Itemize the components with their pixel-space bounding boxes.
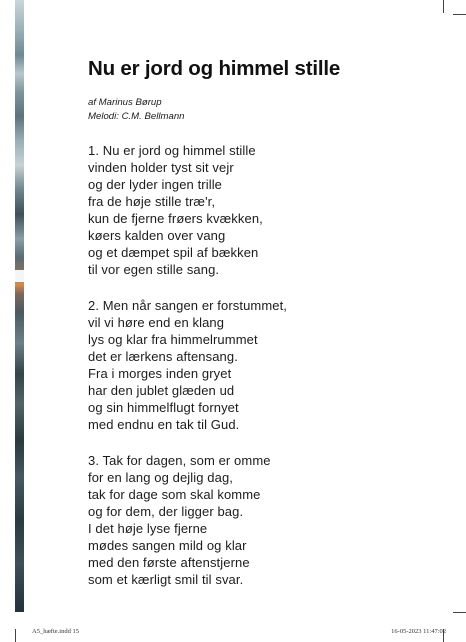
verse-line: og et dæmpet spil af bækken (88, 245, 259, 260)
verse-line: og sin himmelflugt fornyet (88, 400, 239, 415)
bleed-photo-strip (15, 0, 24, 612)
verses (88, 142, 428, 588)
verse-3 (88, 452, 428, 588)
verse-line: og for dem, der ligger bag. (88, 504, 244, 519)
verse-line: vinden holder tyst sit vejr (88, 160, 234, 175)
verse-line: og der lyder ingen trille (88, 177, 223, 192)
verse-line: med endnu en tak til Gud. (88, 417, 240, 432)
verse-line: I det høje lyse fjerne (88, 521, 208, 536)
verse-line: vil vi høre end en klang (88, 315, 225, 330)
verse-line: kun de fjerne frøers kvækken, (88, 211, 263, 226)
song-title: Nu er jord og himmel stille (88, 57, 341, 80)
song-content (88, 56, 428, 588)
verse-line: 3. Tak for dagen, som er omme (88, 453, 271, 468)
footer-timestamp: 16-05-2023 11:47:02 (391, 628, 446, 635)
verse-line: 1. Nu er jord og himmel stille (88, 143, 256, 158)
verse-1 (88, 142, 428, 278)
photo-strip-gap (15, 270, 24, 282)
crop-mark-bottom-left (15, 629, 16, 642)
verse-line: køers kalden over vang (88, 228, 226, 243)
verse-line: Fra i morges inden gryet (88, 366, 232, 381)
song-credits (88, 96, 428, 124)
footer-file-info: A5_hæfte.indd 15 (32, 628, 79, 635)
verse-line: for en lang og dejlig dag, (88, 470, 233, 485)
verse-line: tak for dage som skal komme (88, 487, 261, 502)
lyricist-credit: af Marinus Børup (88, 97, 162, 108)
verse-line: det er lærkens aftensang. (88, 349, 238, 364)
verse-line: lys og klar fra himmelrummet (88, 332, 258, 347)
verse-line: 2. Men når sangen er forstummet, (88, 298, 288, 313)
verse-line: mødes sangen mild og klar (88, 538, 247, 553)
crop-mark-right-bottom (453, 612, 466, 613)
verse-line: til vor egen stille sang. (88, 262, 220, 277)
crop-mark-top-right (443, 0, 444, 13)
verse-line: som et kærligt smil til svar. (88, 572, 244, 587)
crop-mark-right-top (453, 14, 466, 15)
verse-line: fra de høje stille træ'r, (88, 194, 216, 209)
verse-2 (88, 297, 428, 433)
verse-line: med den første aftenstjerne (88, 555, 250, 570)
verse-line: har den jublet glæden ud (88, 383, 235, 398)
melody-credit: Melodi: C.M. Bellmann (88, 111, 185, 122)
